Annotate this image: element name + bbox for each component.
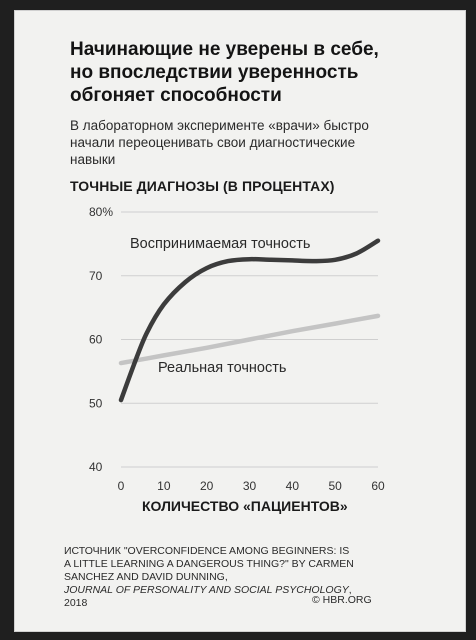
- source-year: , 2018: [64, 584, 352, 609]
- x-tick-label: 60: [371, 479, 385, 493]
- y-tick-label: 50: [89, 396, 103, 411]
- series-label-actual: Реальная точность: [158, 360, 287, 376]
- x-tick-label: 40: [285, 479, 300, 493]
- x-axis-label: КОЛИЧЕСТВО «ПАЦИЕНТОВ»: [142, 498, 348, 514]
- y-tick-label: 60: [89, 332, 103, 347]
- series-label-perceived: Воспринимаемая точность: [130, 236, 311, 252]
- y-tick-label: 70: [89, 268, 103, 283]
- brand-credit: © HBR.ORG: [312, 594, 372, 606]
- source-text: ИСТОЧНИК "OVERCONFIDENCE AMONG BEGINNERS: IS A LITTLE LEARNING A DANGEROUS THING?" BY CARMEN SANCHEZ AND DAVID DUNNING,: [64, 545, 354, 583]
- x-tick-label: 50: [328, 479, 342, 493]
- chart-subtitle: В лабораторном эксперименте «врачи» быстро начали переоценивать свои диагностические навыки: [70, 118, 369, 167]
- x-tick-label: 30: [242, 479, 257, 493]
- x-tick-label: 10: [157, 479, 171, 493]
- source-citation: [64, 545, 354, 610]
- x-tick-label: 20: [199, 479, 214, 493]
- y-axis-label: ТОЧНЫЕ ДИАГНОЗЫ (В ПРОЦЕНТАХ): [70, 178, 335, 194]
- chart-title: Начинающие не уверены в себе, но впоследствии уверенность обгоняет способности: [70, 39, 379, 106]
- series-line-perceived: [121, 241, 378, 400]
- y-tick-label: 80%: [89, 205, 114, 219]
- y-tick-label: 40: [89, 460, 103, 474]
- x-tick-label: 0: [117, 479, 125, 493]
- source-journal: JOURNAL OF PERSONALITY AND SOCIAL PSYCHOLOGY: [64, 584, 349, 596]
